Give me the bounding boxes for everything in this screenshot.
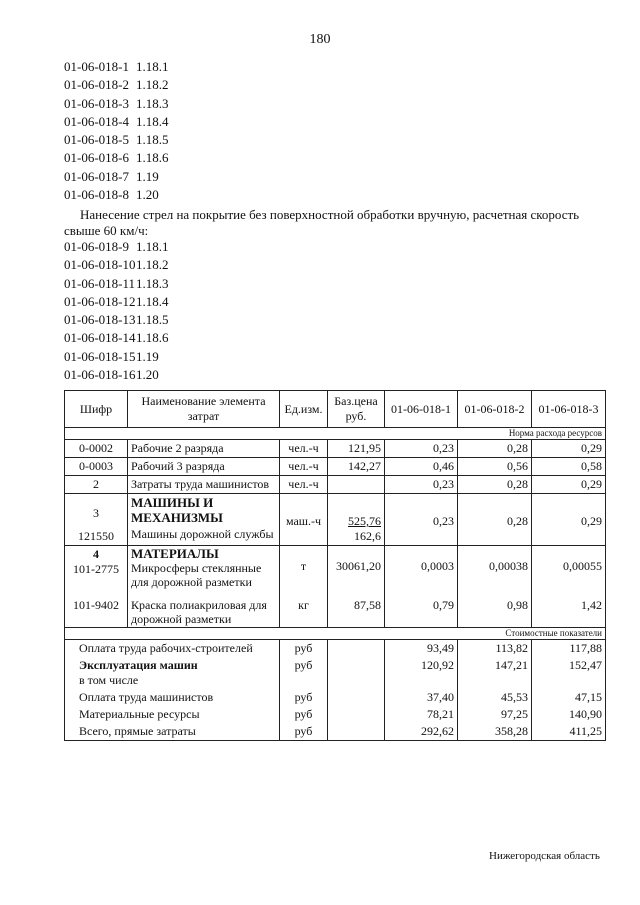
section-number: 4: [93, 547, 99, 561]
ref: 1.18.2: [136, 77, 169, 93]
cost-empty: [328, 689, 385, 706]
list-item: [64, 131, 169, 149]
table-row: [65, 440, 606, 458]
cost-row: [65, 640, 606, 658]
footer-region: Нижегородская область: [489, 850, 600, 862]
cost-name: Всего, прямые затраты: [65, 723, 280, 741]
code: 01-06-018-1: [64, 59, 129, 74]
code: 01-06-018-12: [64, 293, 136, 309]
header-unit: Ед.изм.: [280, 391, 328, 428]
cost-v3: 47,15: [532, 689, 606, 706]
cost-v1: 120,92: [385, 657, 458, 689]
cost-unit: руб: [280, 689, 328, 706]
cell-v1: 0,23: [385, 440, 458, 458]
cell-name: Краска полиакриловая для дорожной разметки: [128, 590, 280, 628]
code-list-b: [64, 238, 169, 384]
cell-code: [65, 494, 128, 546]
cell-unit: чел.-ч: [280, 458, 328, 476]
ref: 1.19: [136, 168, 159, 184]
cell-price: 142,27: [328, 458, 385, 476]
cost-name: Оплата труда рабочих-строителей: [65, 640, 280, 658]
code: 01-06-018-13: [64, 312, 136, 328]
list-item: [64, 311, 169, 329]
cost-v1: 78,21: [385, 706, 458, 723]
ref: 1.19: [136, 348, 159, 364]
cell-v3: 0,58: [532, 458, 606, 476]
cell-v3: 0,29: [532, 440, 606, 458]
cell-code: 2: [65, 476, 128, 494]
header-code: Шифр: [65, 391, 128, 428]
cell-v1: 0,23: [385, 494, 458, 546]
cell-name: Рабочие 2 разряда: [128, 440, 280, 458]
list-item: [64, 329, 169, 347]
cost-name: Материальные ресурсы: [65, 706, 280, 723]
cell-price: [328, 476, 385, 494]
page-number: 180: [309, 32, 331, 47]
cell-v3: 0,29: [532, 494, 606, 546]
code-list-a: [64, 58, 169, 204]
cell-name: [128, 546, 280, 591]
cost-v1: 292,62: [385, 723, 458, 741]
ref: 1.18.3: [136, 95, 169, 111]
cost-v2: 147,21: [458, 657, 532, 689]
cell-v2: 0,98: [458, 590, 532, 628]
cost-v1: 37,40: [385, 689, 458, 706]
price-value: 525,76: [348, 514, 381, 528]
cost-unit: руб: [280, 706, 328, 723]
cost-label: Стоимостные показатели: [65, 628, 606, 640]
cell-code: [65, 546, 128, 591]
ref: 1.18.6: [136, 330, 169, 346]
ref: 1.18.1: [136, 239, 169, 254]
cell-v1: 0,79: [385, 590, 458, 628]
cell-v1: 0,23: [385, 476, 458, 494]
norm-label-row: [65, 428, 606, 440]
cost-v2: 45,53: [458, 689, 532, 706]
cost-v1: 93,49: [385, 640, 458, 658]
code: 01-06-018-3: [64, 95, 129, 111]
norm-label: Норма расхода ресурсов: [65, 428, 606, 440]
cell-name: Затраты труда машинистов: [128, 476, 280, 494]
list-item: [64, 275, 169, 293]
table-row: [65, 476, 606, 494]
table-header-row: [65, 391, 606, 428]
ref: 1.20: [136, 367, 159, 383]
section-row-materials: [65, 546, 606, 591]
cost-row-total: [65, 723, 606, 741]
code: 01-06-018-16: [64, 367, 136, 383]
code: 01-06-018-2: [64, 77, 129, 93]
cell-v2: 0,28: [458, 476, 532, 494]
list-item: [64, 293, 169, 311]
cell-price: 121,95: [328, 440, 385, 458]
list-item: [64, 238, 169, 256]
header-col3: 01-06-018-3: [532, 391, 606, 428]
cost-v3: 117,88: [532, 640, 606, 658]
header-price: Баз.цена руб.: [328, 391, 385, 428]
cost-name: Эксплуатация машин: [79, 658, 198, 672]
cell-price: 87,58: [328, 590, 385, 628]
list-item: [64, 149, 169, 167]
cost-empty: [328, 723, 385, 741]
cell-v1: 0,46: [385, 458, 458, 476]
resource-code: 101-2775: [73, 562, 119, 576]
cost-v3: 140,90: [532, 706, 606, 723]
cell-v2: 0,56: [458, 458, 532, 476]
header-col1: 01-06-018-1: [385, 391, 458, 428]
cell-unit: чел.-ч: [280, 476, 328, 494]
cell-v2: 0,28: [458, 494, 532, 546]
cell-name: [128, 494, 280, 546]
cost-name: Оплата труда машинистов: [65, 689, 280, 706]
code: 01-06-018-4: [64, 113, 129, 129]
code: 01-06-018-7: [64, 168, 129, 184]
code: 01-06-018-14: [64, 330, 136, 346]
header-col2: 01-06-018-2: [458, 391, 532, 428]
cost-unit: руб: [280, 657, 328, 689]
cell-v3: 0,00055: [532, 546, 606, 591]
code: 01-06-018-9: [64, 239, 129, 254]
cost-unit: руб: [280, 640, 328, 658]
cost-row: [65, 706, 606, 723]
ref: 1.18.5: [136, 132, 169, 148]
list-item: [64, 366, 169, 384]
ref: 1.18.5: [136, 312, 169, 328]
cost-v3: 152,47: [532, 657, 606, 689]
table-row: [65, 590, 606, 628]
cell-unit: кг: [280, 590, 328, 628]
cost-empty: [328, 657, 385, 689]
cell-code: 101-9402: [65, 590, 128, 628]
code: 01-06-018-5: [64, 132, 129, 148]
ref: 1.18.6: [136, 150, 169, 166]
cost-v2: 358,28: [458, 723, 532, 741]
cost-row: [65, 657, 606, 689]
cost-empty: [328, 706, 385, 723]
cell-v2: 0,28: [458, 440, 532, 458]
list-item: [64, 256, 169, 274]
code: 01-06-018-6: [64, 150, 129, 166]
list-item: [64, 168, 169, 186]
header-name: Наименование элемента затрат: [128, 391, 280, 428]
section-number: 3: [93, 506, 99, 520]
list-item: [64, 58, 169, 76]
ref: 1.20: [136, 187, 159, 203]
resource-name: Машины дорожной службы: [131, 527, 274, 541]
table-row: [65, 458, 606, 476]
cell-v2: 0,00038: [458, 546, 532, 591]
list-item: [64, 76, 169, 94]
cost-label-row: [65, 628, 606, 640]
cell-name: Рабочий 3 разряда: [128, 458, 280, 476]
cost-v2: 113,82: [458, 640, 532, 658]
list-item: [64, 348, 169, 366]
cell-v3: 0,29: [532, 476, 606, 494]
cell-v3: 1,42: [532, 590, 606, 628]
cell-price: 30061,20: [328, 546, 385, 591]
cell-unit: маш.-ч: [280, 494, 328, 546]
cost-note: в том числе: [79, 673, 139, 687]
resource-table: [64, 390, 606, 741]
cell-v1: 0,0003: [385, 546, 458, 591]
cell-code: 0-0003: [65, 458, 128, 476]
cell-unit: т: [280, 546, 328, 591]
section-title: МАТЕРИАЛЫ: [131, 546, 219, 561]
list-item: [64, 95, 169, 113]
description-paragraph: Нанесение стрел на покрытие без поверхностной обработки вручную, расчетная скорость свыше 60 км/ч:: [64, 207, 580, 238]
cost-v3: 411,25: [532, 723, 606, 741]
code: 01-06-018-11: [64, 275, 136, 291]
code: 01-06-018-10: [64, 257, 136, 273]
ref: 1.18.4: [136, 293, 169, 309]
ref: 1.18.3: [136, 275, 169, 291]
section-row-machines: [65, 494, 606, 546]
ref: 1.18.1: [136, 59, 169, 74]
cell-price: [328, 494, 385, 546]
cost-v2: 97,25: [458, 706, 532, 723]
cell-code: 0-0002: [65, 440, 128, 458]
list-item: [64, 113, 169, 131]
ref: 1.18.4: [136, 113, 169, 129]
cost-name-cell: [65, 657, 280, 689]
code: 01-06-018-15: [64, 348, 136, 364]
price-secondary: 162,6: [354, 529, 381, 543]
cost-unit: руб: [280, 723, 328, 741]
cost-row: [65, 689, 606, 706]
resource-code: 121550: [78, 529, 114, 543]
code: 01-06-018-8: [64, 187, 129, 203]
cell-unit: чел.-ч: [280, 440, 328, 458]
resource-name: Микросферы стеклянные для дорожной разметки: [131, 561, 262, 589]
list-item: [64, 186, 169, 204]
ref: 1.18.2: [136, 257, 169, 273]
section-title: МАШИНЫ И МЕХАНИЗМЫ: [131, 495, 223, 525]
cost-empty: [328, 640, 385, 658]
